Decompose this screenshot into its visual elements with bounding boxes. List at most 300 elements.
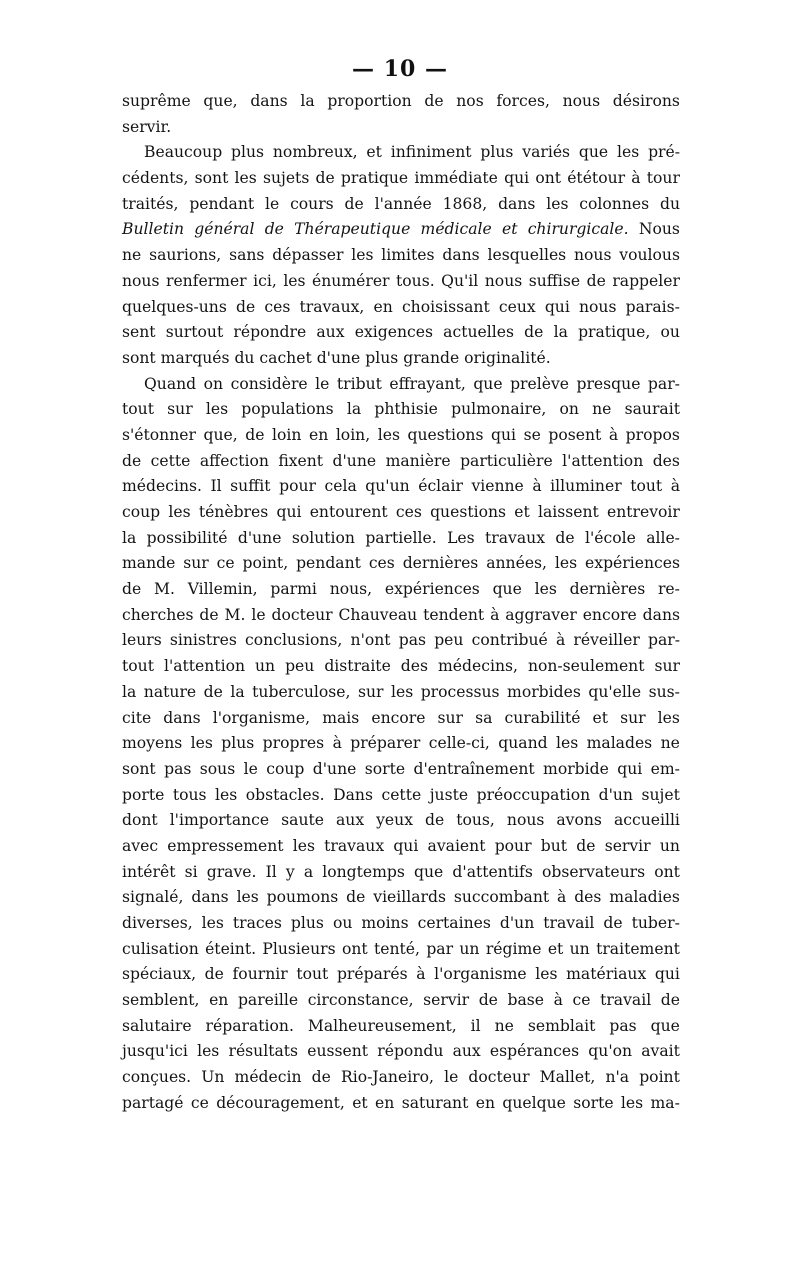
text-line bbox=[122, 680, 680, 706]
word: pour bbox=[494, 836, 532, 855]
word: d'un bbox=[598, 785, 633, 804]
word: but bbox=[540, 836, 568, 855]
word: travail bbox=[543, 914, 595, 932]
word: préparer bbox=[350, 734, 421, 753]
text-line bbox=[122, 577, 680, 603]
word: à bbox=[490, 605, 500, 624]
word: qu'un bbox=[365, 477, 410, 496]
word: moins bbox=[361, 914, 409, 932]
text-line bbox=[122, 1014, 680, 1040]
word: ont bbox=[654, 862, 680, 881]
word: dans bbox=[250, 92, 288, 110]
word: médicale bbox=[420, 220, 492, 239]
text-line bbox=[122, 295, 680, 321]
word: nous bbox=[122, 271, 160, 290]
word: les bbox=[197, 1042, 220, 1061]
word: ma- bbox=[650, 1093, 680, 1112]
word: rappeler bbox=[612, 271, 680, 290]
word: sorte bbox=[364, 759, 406, 778]
word: tous, bbox=[456, 811, 495, 830]
word: préoccupation bbox=[476, 785, 591, 804]
word: le bbox=[265, 194, 280, 213]
text-line bbox=[122, 89, 680, 115]
word: coup bbox=[122, 503, 161, 521]
word: pendant bbox=[189, 194, 255, 213]
word: ne bbox=[122, 246, 142, 265]
word: base bbox=[507, 991, 545, 1010]
word: de bbox=[203, 682, 223, 701]
word: ététour bbox=[567, 169, 626, 188]
text-line bbox=[122, 603, 680, 629]
word: en bbox=[373, 297, 393, 316]
word: pour bbox=[279, 477, 316, 496]
word: les bbox=[535, 965, 558, 984]
word: vienne bbox=[471, 477, 524, 496]
word: cette bbox=[381, 785, 422, 804]
word: y bbox=[285, 862, 295, 881]
word: tous bbox=[172, 785, 207, 804]
word: les bbox=[377, 425, 400, 444]
page-number: — 10 — bbox=[352, 56, 448, 82]
word: les bbox=[215, 785, 238, 804]
word: des bbox=[574, 888, 602, 907]
word: travaux bbox=[324, 836, 385, 855]
text-line bbox=[122, 962, 680, 988]
word: réparation. bbox=[205, 1016, 294, 1035]
word: nous bbox=[484, 271, 523, 290]
word: travaux, bbox=[299, 297, 365, 316]
text-line bbox=[122, 346, 680, 372]
word: découragement, bbox=[216, 1093, 345, 1112]
word: à bbox=[608, 425, 619, 444]
word: n'ont bbox=[350, 631, 391, 650]
word: en bbox=[209, 991, 229, 1010]
word: l'organisme bbox=[434, 965, 527, 984]
word: em- bbox=[650, 759, 680, 778]
word: du bbox=[659, 194, 680, 213]
word: l'attention bbox=[562, 451, 644, 470]
word: les bbox=[205, 400, 229, 419]
word: docteur bbox=[468, 1068, 530, 1087]
word: l'importance bbox=[169, 811, 270, 830]
word: les bbox=[556, 734, 579, 753]
word: particulière bbox=[460, 451, 553, 470]
word: pas bbox=[164, 759, 192, 778]
text-line bbox=[122, 115, 680, 141]
word: de bbox=[122, 580, 142, 599]
text-line bbox=[122, 757, 680, 783]
word: pas bbox=[398, 631, 427, 650]
word: sont bbox=[122, 348, 161, 367]
text-line bbox=[122, 320, 680, 346]
word: lesquelles bbox=[487, 246, 567, 265]
word: et bbox=[366, 143, 382, 162]
word: prelève bbox=[510, 374, 569, 393]
text-line bbox=[122, 269, 680, 295]
word: la bbox=[300, 92, 315, 110]
word: originalité. bbox=[464, 348, 551, 367]
word: avait bbox=[641, 1042, 680, 1061]
word: si bbox=[184, 862, 198, 881]
word: ou bbox=[660, 323, 680, 342]
word: chirurgicale. bbox=[527, 220, 629, 239]
word: les bbox=[168, 503, 191, 521]
word: il bbox=[470, 1016, 481, 1035]
word: de bbox=[346, 888, 366, 907]
word: que bbox=[492, 580, 522, 599]
word: Plusieurs bbox=[262, 939, 336, 958]
word: expériences bbox=[384, 580, 480, 599]
text-line bbox=[122, 217, 680, 243]
word: traités, bbox=[122, 194, 179, 213]
text-line bbox=[122, 628, 680, 654]
word: de bbox=[311, 1068, 331, 1087]
word: distraite bbox=[324, 657, 391, 676]
word: yeux bbox=[376, 811, 414, 830]
word: grande bbox=[403, 348, 465, 367]
word: maladies bbox=[609, 888, 680, 907]
word: ces bbox=[368, 554, 395, 573]
word: de bbox=[576, 836, 596, 855]
word: suprême bbox=[122, 92, 191, 110]
word: avaient bbox=[427, 836, 486, 855]
word: entrevoir bbox=[607, 503, 680, 521]
word: tendent bbox=[423, 605, 485, 624]
word: ne bbox=[494, 1016, 514, 1035]
word: solution bbox=[291, 528, 355, 547]
word: M. bbox=[153, 580, 175, 599]
text-line bbox=[122, 526, 680, 552]
word: dernières bbox=[402, 554, 479, 573]
word: les bbox=[554, 554, 578, 573]
word: dépasser bbox=[272, 246, 344, 265]
word: les bbox=[292, 836, 315, 855]
word: Il bbox=[210, 477, 222, 496]
word: ces bbox=[264, 297, 291, 316]
word: culisation bbox=[122, 939, 199, 958]
word: résultats bbox=[228, 1042, 299, 1061]
word: que bbox=[578, 143, 609, 162]
word: quand bbox=[498, 734, 548, 753]
word: salutaire bbox=[122, 1016, 192, 1035]
word: de bbox=[478, 991, 498, 1010]
word: ou bbox=[332, 914, 353, 932]
word: Thérapeutique bbox=[294, 220, 411, 239]
word: sans bbox=[229, 246, 265, 265]
word: marqués bbox=[160, 348, 235, 367]
word: exigences bbox=[354, 323, 433, 342]
word: s'étonner bbox=[122, 425, 196, 444]
word: grave. bbox=[206, 862, 257, 881]
text-line bbox=[122, 140, 680, 166]
word: général bbox=[194, 220, 255, 239]
word: poumons bbox=[266, 888, 339, 907]
word: Malheureusement, bbox=[307, 1016, 457, 1035]
word: les bbox=[390, 682, 414, 701]
word: limites bbox=[381, 246, 435, 265]
word: par- bbox=[647, 631, 680, 650]
word: parais- bbox=[625, 297, 680, 316]
text-line bbox=[122, 1039, 680, 1065]
word: du bbox=[234, 348, 260, 367]
word: Les bbox=[447, 528, 475, 547]
word: Dans bbox=[333, 785, 373, 804]
word: à bbox=[557, 888, 567, 907]
text-line bbox=[122, 783, 680, 809]
word: Chauveau bbox=[338, 605, 418, 624]
word: nous bbox=[574, 246, 612, 265]
word: un bbox=[255, 657, 276, 676]
word: mande bbox=[122, 554, 176, 573]
word: suffise bbox=[528, 271, 581, 290]
word: avec bbox=[122, 836, 159, 855]
word: qui bbox=[654, 965, 680, 984]
word: saurions, bbox=[149, 246, 222, 265]
paragraph bbox=[122, 89, 680, 140]
word: les bbox=[236, 888, 259, 907]
word: sur bbox=[437, 708, 463, 727]
text-line bbox=[122, 911, 680, 937]
word: les bbox=[190, 734, 213, 753]
word: ce bbox=[216, 554, 235, 573]
text-line bbox=[122, 166, 680, 192]
word: régime bbox=[485, 939, 542, 958]
word: éteint. bbox=[205, 939, 257, 958]
word: dans bbox=[163, 708, 201, 727]
word: répondre bbox=[233, 323, 307, 342]
word: à bbox=[332, 734, 342, 753]
word: phthisie bbox=[374, 400, 438, 419]
word: ces bbox=[395, 503, 422, 521]
word: encore bbox=[371, 708, 426, 727]
word: plus bbox=[290, 914, 324, 932]
word: morbide bbox=[543, 759, 609, 778]
word: éclair bbox=[418, 477, 463, 496]
word: préparés bbox=[336, 965, 408, 984]
text-line bbox=[122, 372, 680, 398]
word: le bbox=[243, 759, 258, 778]
word: encore bbox=[582, 605, 637, 624]
word: colonnes bbox=[579, 194, 650, 213]
word: ont bbox=[341, 939, 368, 958]
word: qui bbox=[276, 503, 302, 521]
word: à bbox=[631, 169, 641, 188]
word: parmi bbox=[270, 580, 317, 599]
word: dans bbox=[442, 246, 480, 265]
word: laissent bbox=[537, 503, 599, 521]
word: tuberculose, bbox=[252, 682, 351, 701]
word: que, bbox=[203, 92, 238, 110]
word: pareille bbox=[237, 991, 299, 1010]
word: on bbox=[203, 374, 224, 393]
word: posent bbox=[548, 425, 602, 444]
word: tout bbox=[296, 965, 329, 984]
word: sont bbox=[122, 759, 156, 778]
text-line bbox=[122, 731, 680, 757]
word: surtout bbox=[165, 323, 224, 342]
word: que, bbox=[203, 425, 238, 444]
word: d'entraînement bbox=[413, 759, 535, 778]
word: tribut bbox=[336, 374, 382, 393]
word: d'une bbox=[332, 451, 377, 470]
word: d'une bbox=[312, 759, 357, 778]
word: réveiller bbox=[573, 631, 640, 650]
word: sorte bbox=[573, 1093, 614, 1112]
word: la bbox=[122, 528, 137, 547]
word: celle-ci, bbox=[428, 734, 490, 753]
word: et bbox=[547, 939, 564, 958]
word: jusqu'ici bbox=[122, 1042, 188, 1061]
word: cette bbox=[150, 451, 191, 470]
word: de bbox=[122, 451, 142, 470]
word: les bbox=[283, 271, 306, 290]
word: de bbox=[264, 220, 284, 239]
word: illuminer bbox=[550, 477, 622, 496]
word: considère bbox=[230, 374, 308, 393]
word: on bbox=[559, 400, 579, 419]
word: porte bbox=[122, 785, 165, 804]
word: signalé, bbox=[122, 888, 184, 907]
word: mais bbox=[322, 708, 360, 727]
word: l'attention bbox=[163, 657, 246, 676]
word: les bbox=[234, 169, 257, 188]
word: non-seulement bbox=[527, 657, 645, 676]
word: sent bbox=[122, 323, 156, 342]
word: curabilité bbox=[504, 708, 581, 727]
word: de bbox=[315, 169, 335, 188]
word: médecin bbox=[234, 1068, 302, 1087]
paragraph bbox=[122, 140, 680, 371]
text-line bbox=[122, 1091, 680, 1117]
word: d'attentifs bbox=[452, 862, 533, 881]
word: le bbox=[444, 1068, 459, 1087]
word: l'école bbox=[584, 528, 636, 547]
word: plus bbox=[221, 734, 255, 753]
word: nous, bbox=[329, 580, 373, 599]
word: accueilli bbox=[613, 811, 680, 830]
word: suffit bbox=[230, 477, 271, 496]
word: choisissant bbox=[401, 297, 490, 316]
word: dans bbox=[642, 605, 680, 624]
word: sur bbox=[620, 708, 646, 727]
word: eussent bbox=[307, 1042, 369, 1061]
word: de bbox=[524, 323, 544, 342]
word: dernières bbox=[569, 580, 646, 599]
word: un bbox=[459, 939, 480, 958]
word: affection bbox=[199, 451, 269, 470]
word: peu bbox=[285, 657, 315, 676]
text-line bbox=[122, 449, 680, 475]
word: la bbox=[122, 682, 137, 701]
word: contribué bbox=[471, 631, 548, 650]
text-line bbox=[122, 474, 680, 500]
word: saurait bbox=[624, 400, 680, 419]
word: plus bbox=[231, 143, 265, 162]
text-line bbox=[122, 654, 680, 680]
word: répondu bbox=[377, 1042, 444, 1061]
word: nos bbox=[456, 92, 484, 110]
word: processus bbox=[420, 682, 500, 701]
word: observateurs bbox=[541, 862, 646, 881]
word: tour bbox=[646, 169, 680, 188]
word: re- bbox=[657, 580, 680, 599]
text-line bbox=[122, 192, 680, 218]
word: succombant bbox=[453, 888, 550, 907]
word: ont bbox=[535, 169, 562, 188]
word: sujets bbox=[262, 169, 310, 188]
word: Un bbox=[201, 1068, 225, 1087]
word: désirons bbox=[612, 92, 680, 110]
word: aux bbox=[335, 811, 365, 830]
word: a bbox=[303, 862, 314, 881]
word: intérêt bbox=[122, 862, 176, 881]
word: par- bbox=[647, 374, 680, 393]
word: docteur bbox=[271, 605, 333, 624]
word: espérances bbox=[489, 1042, 580, 1061]
word: Bulletin bbox=[122, 220, 185, 239]
word: nous bbox=[562, 92, 601, 110]
word: en bbox=[308, 425, 329, 444]
word: travaux bbox=[485, 528, 545, 547]
word: malades bbox=[586, 734, 653, 753]
text-line bbox=[122, 988, 680, 1014]
word: à bbox=[532, 477, 542, 496]
word: sinistres bbox=[169, 631, 237, 650]
word: morbides bbox=[507, 682, 581, 701]
word: Qu'il bbox=[441, 271, 479, 290]
word: et bbox=[592, 708, 609, 727]
word: des bbox=[400, 657, 429, 676]
word: les bbox=[657, 708, 680, 727]
word: M. bbox=[224, 605, 246, 624]
word: tous. bbox=[396, 271, 435, 290]
word: de bbox=[204, 965, 224, 984]
word: loin, bbox=[335, 425, 371, 444]
word: de bbox=[555, 528, 575, 547]
word: sont bbox=[194, 169, 229, 188]
word: conçues. bbox=[122, 1068, 192, 1087]
word: servir bbox=[423, 991, 470, 1010]
word: d'une bbox=[316, 348, 366, 367]
word: tout bbox=[122, 400, 154, 419]
word: ne bbox=[592, 400, 612, 419]
word: coup bbox=[266, 759, 305, 778]
word: pré- bbox=[648, 143, 680, 162]
word: cherches bbox=[122, 605, 194, 624]
word: ne bbox=[660, 734, 680, 753]
word: en bbox=[475, 1093, 495, 1112]
word: et bbox=[352, 1093, 368, 1112]
word: la bbox=[230, 682, 245, 701]
text-line bbox=[122, 937, 680, 963]
word: ce bbox=[190, 1093, 209, 1112]
word: les bbox=[201, 914, 224, 932]
word: dans bbox=[191, 888, 229, 907]
word: ce bbox=[572, 991, 591, 1010]
word: qui bbox=[544, 297, 570, 316]
word: médecins. bbox=[122, 477, 202, 496]
word: Mallet, bbox=[539, 1068, 596, 1087]
word: saturant bbox=[401, 1093, 469, 1112]
word: populations bbox=[241, 400, 334, 419]
word: plus bbox=[480, 143, 514, 162]
word: avons bbox=[556, 811, 602, 830]
paragraph bbox=[122, 372, 680, 1117]
word: servir. bbox=[122, 117, 172, 136]
word: presque bbox=[576, 374, 641, 393]
word: propos bbox=[625, 425, 680, 444]
word: tuber- bbox=[631, 914, 680, 932]
